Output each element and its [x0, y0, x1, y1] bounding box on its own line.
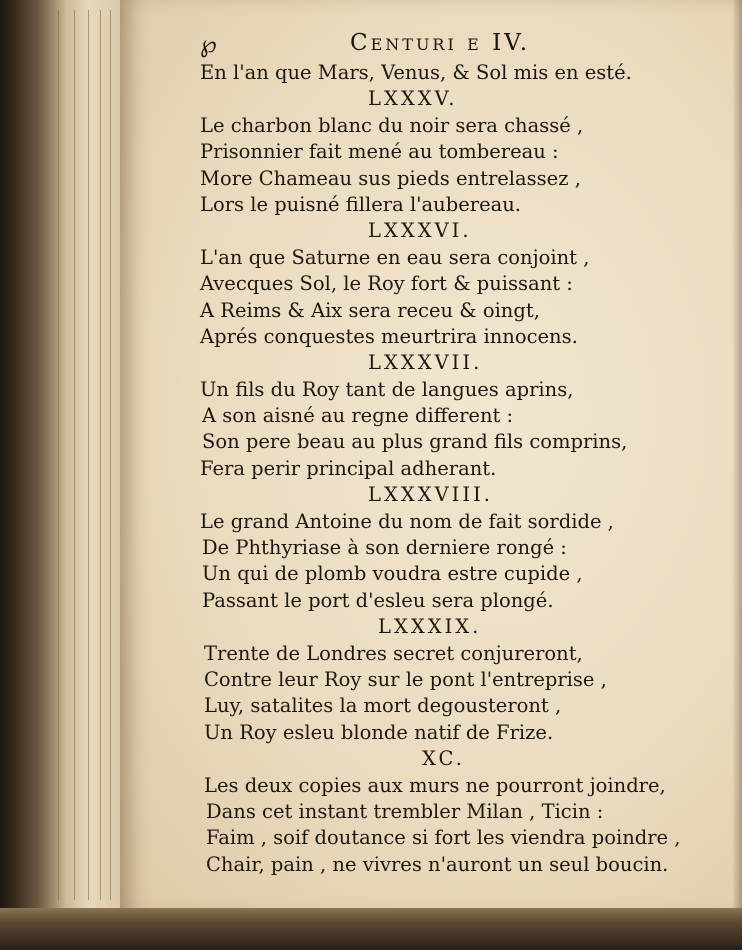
verse-line: Le grand Antoine du nom de fait sordide ,	[200, 509, 614, 533]
page-edges	[0, 0, 128, 950]
edge-line	[58, 10, 59, 900]
quatrain-number: LXXXIX.	[378, 615, 482, 639]
verse-line: Contre leur Roy sur le pont l'entreprise ,	[204, 667, 607, 691]
verse-line: Lors le puisné fillera l'aubereau.	[200, 192, 521, 216]
verse-line: Passant le port d'esleu sera plongé.	[202, 588, 554, 612]
verse-line: Fera perir principal adherant.	[200, 456, 497, 480]
edge-line	[100, 10, 101, 900]
verse-line: En l'an que Mars, Venus, & Sol mis en esté.	[200, 61, 632, 84]
verse-line: Avecques Sol, le Roy fort & puissant :	[200, 272, 573, 296]
edge-line	[110, 10, 111, 900]
quatrain-number: LXXXVII.	[368, 351, 483, 375]
verse-line: Le charbon blanc du noir sera chassé ,	[200, 113, 584, 137]
edge-line	[74, 10, 75, 900]
edge-line	[88, 10, 89, 900]
verse-line: L'an que Saturne en eau sera conjoint ,	[200, 245, 590, 269]
quatrain-number: LXXXVI.	[368, 219, 472, 243]
verse-line: Un Roy esleu blonde natif de Frize.	[204, 720, 554, 744]
quatrain-number: XC.	[422, 747, 465, 771]
quatrain-number: LXXXVIII.	[368, 483, 493, 507]
ornament-icon: ℘	[200, 30, 217, 58]
running-head: Centuri e IV.	[350, 30, 531, 56]
verse-line: More Chameau sus pieds entrelassez ,	[200, 166, 581, 190]
verse-line: A son aisné au regne different :	[202, 404, 514, 428]
verse-line: Faim , soif doutance si fort les viendra poindre ,	[206, 826, 681, 850]
verse-line: Prisonnier fait mené au tombereau :	[200, 140, 559, 164]
page-bottom-edge	[0, 908, 742, 950]
verse-line: Chair, pain , ne vivres n'auront un seul boucin.	[206, 852, 669, 876]
verse-line: Aprés conquestes meurtrira innocens.	[200, 324, 578, 348]
verse-line: Luy, satalites la mort degousteront ,	[204, 694, 562, 718]
verse-line: A Reims & Aix sera receu & oingt,	[200, 298, 540, 322]
page-header	[200, 28, 610, 60]
verse-line: Un qui de plomb voudra estre cupide ,	[202, 562, 583, 586]
verse-line: De Phthyriase à son derniere rongé :	[202, 536, 567, 560]
verse-line: Un fils du Roy tant de langues aprins,	[200, 377, 574, 401]
verse-line: Les deux copies aux murs ne pourront joindre,	[204, 773, 666, 797]
quatrain-text	[200, 60, 740, 878]
verse-line: Dans cet instant trembler Milan , Ticin :	[206, 799, 604, 823]
quatrain-number: LXXXV.	[368, 87, 458, 111]
verse-line: Son pere beau au plus grand fils comprins,	[202, 430, 628, 454]
verse-line: Trente de Londres secret conjureront,	[204, 641, 583, 665]
